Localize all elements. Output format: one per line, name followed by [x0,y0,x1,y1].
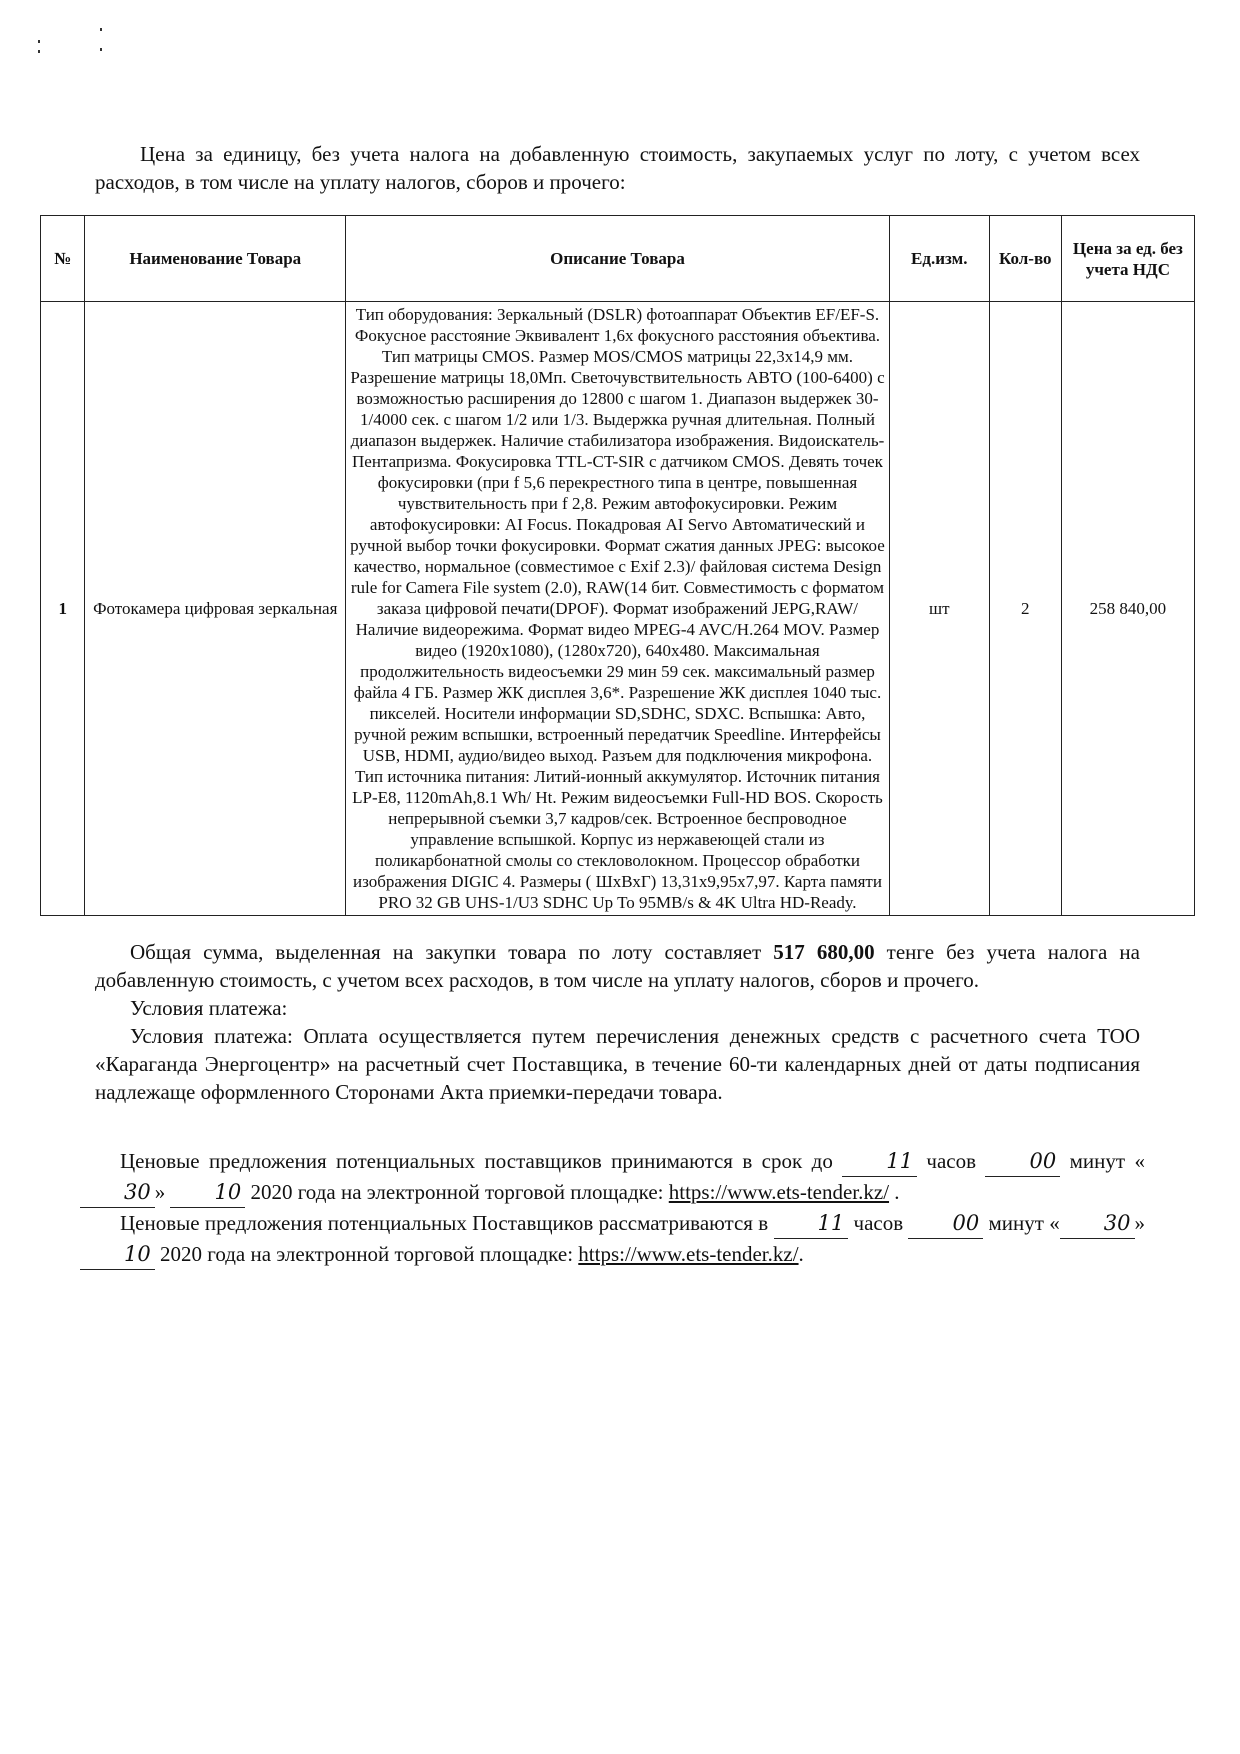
row-name: Фотокамера цифровая зеркальная [85,302,346,916]
payment-heading: Условия платежа: [130,996,288,1020]
goods-table [40,215,1195,916]
row-price: 258 840,00 [1061,302,1194,916]
offers-review-text-6: . [798,1242,804,1266]
offers-section [80,1146,1145,1270]
offers-review-text-5: 2020 года на электронной торговой площадке: [154,1242,579,1266]
offers-review-month: 10 [80,1239,155,1270]
offers-review-text-1: Ценовые предложения потенциальных Поставщиков рассматриваются в [120,1211,774,1235]
offers-review-day: 30 [1060,1208,1135,1239]
intro-paragraph [95,140,1140,196]
total-paragraph [95,938,1140,994]
payment-terms: Условия платежа: Оплата осуществляется путем перечисления денежных средств с расчетного счета ТОО «Караганда Энергоцентр» на расчетный счет Поставщика, в течение 60-ти календарных дней от даты подписания надлежаще оформленного Сторонами Акта приемки-передачи товара. [95,1024,1140,1104]
ets-tender-link-review[interactable]: https://www.ets-tender.kz/ [578,1242,799,1266]
intro-text: Цена за единицу, без учета налога на добавленную стоимость, закупаемых услуг по лоту, с учетом всех расходов, в том числе на уплату налогов, сборов и прочего: [95,142,1140,194]
total-text-before: Общая сумма, выделенная на закупки товара по лоту составляет [130,940,774,964]
offers-accept-text-4: » [154,1180,171,1204]
offers-accept-minute: 00 [985,1146,1060,1177]
total-amount: 517 680,00 [773,940,875,964]
offers-accept-text-3: минут « [1060,1149,1145,1173]
offers-accept-text-6: . [889,1180,900,1204]
row-qty: 2 [989,302,1061,916]
row-description: Тип оборудования: Зеркальный (DSLR) фотоаппарат Объектив EF/EF-S. Фокусное расстояние Эквивалент 1,6х фокусного расстояния объектива. Тип матрицы CMOS. Размер MOS/CMOS матрицы 22,3х14,9 мм. Разрешение матрицы 18,0Мп. Светочувствительность АВТО (100-6400) с возможностью расширения до 12800 с шагом 1. Диапазон выдержек 30-1/4000 сек. с шагом 1/2 или 1/3. Выдержка ручная длительная. Полный диапазон выдержек. Наличие стабилизатора изображения. Видоискатель-Пентапризма. Фокусировка TTL-CT-SIR с датчиком CMOS. Девять точек фокусировки (при f 5,6 перекрестного типа в центре, повышенная чувствительность при f 2,8. Режим автофокусировки. Режим автофокусировки: AI Focus. Покадровая AI Servo Автоматический и ручной выбор точки фокусировки. Формат сжатия данных JPEG: высокое качество, нормальное (совместимое с Exif 2.3)/ файловая система Design rule for Camera File system (2.0), RAW(14 бит. Совместимость с форматом заказа цифровой печати(DPOF). Формат изображений JEPG,RAW/ Наличие видеорежима. Формат видео MPEG-4 AVC/H.264 MOV. Размер видео (1920х1080), (1280х720), 640х480. Максимальная продолжительность видеосъемки 29 мин 59 сек. максимальный размер файла 4 ГБ. Размер ЖК дисплея 3,6*. Разрешение ЖК дисплея 1040 тыс. пикселей. Носители информации SD,SDHC, SDXC. Вспышка: Авто, ручной режим вспышки, встроенный передатчик Speedline. Интерфейсы USB, HDMI, аудио/видео выход. Разъем для подключения микрофона. Тип источника питания: Литий-ионный аккумулятор. Источник питания LP-E8, 1120mAh,8.1 Wh/ Ht. Режим видеосъемки Full-HD BOS. Скорость непрерывной съемки 3,7 кадров/сек. Встроенное беспроводное управление вспышкой. Корпус из нержавеющей стали из поликарбонатной смолы со стекловолокном. Процессор обработки изображения DIGIC 4. Размеры ( ШхВхГ) 13,31х9,95х7,97. Карта памяти PRO 32 GB UHS-1/U3 SDHC Up To 95MB/s & 4K Ultra HD-Ready. [346,302,890,916]
offers-review-paragraph [80,1208,1145,1270]
header-description: Описание Товара [346,216,890,302]
offers-accept-paragraph [80,1146,1145,1208]
offers-review-minute: 00 [908,1208,983,1239]
offers-accept-text-5: 2020 года на электронной торговой площадке: [245,1180,669,1204]
offers-accept-month: 10 [170,1177,245,1208]
offers-review-hour: 11 [774,1208,849,1239]
ets-tender-link[interactable]: https://www.ets-tender.kz/ [668,1180,890,1204]
offers-review-text-2: часов [848,1211,909,1235]
after-table-section [95,938,1140,1106]
header-qty: Кол-во [989,216,1061,302]
header-price: Цена за ед. без учета НДС [1061,216,1194,302]
offers-accept-day: 30 [80,1177,155,1208]
offers-accept-text-1: Ценовые предложения потенциальных поставщиков принимаются в срок до [120,1149,843,1173]
table-header-row [41,216,1195,302]
header-name: Наименование Товара [85,216,346,302]
offers-review-text-3: минут « [983,1211,1060,1235]
total-text-after: тенге без учета налога на добавленную стоимость, с учетом всех расходов, в том числе на уплату налогов, сборов и прочего. [95,940,1140,992]
offers-accept-hour: 11 [842,1146,917,1177]
table-row [41,302,1195,916]
row-unit: шт [889,302,989,916]
header-unit: Ед.изм. [889,216,989,302]
header-num: № [41,216,85,302]
row-num: 1 [41,302,85,916]
offers-review-text-4: » [1134,1211,1145,1235]
offers-accept-text-2: часов [916,1149,986,1173]
